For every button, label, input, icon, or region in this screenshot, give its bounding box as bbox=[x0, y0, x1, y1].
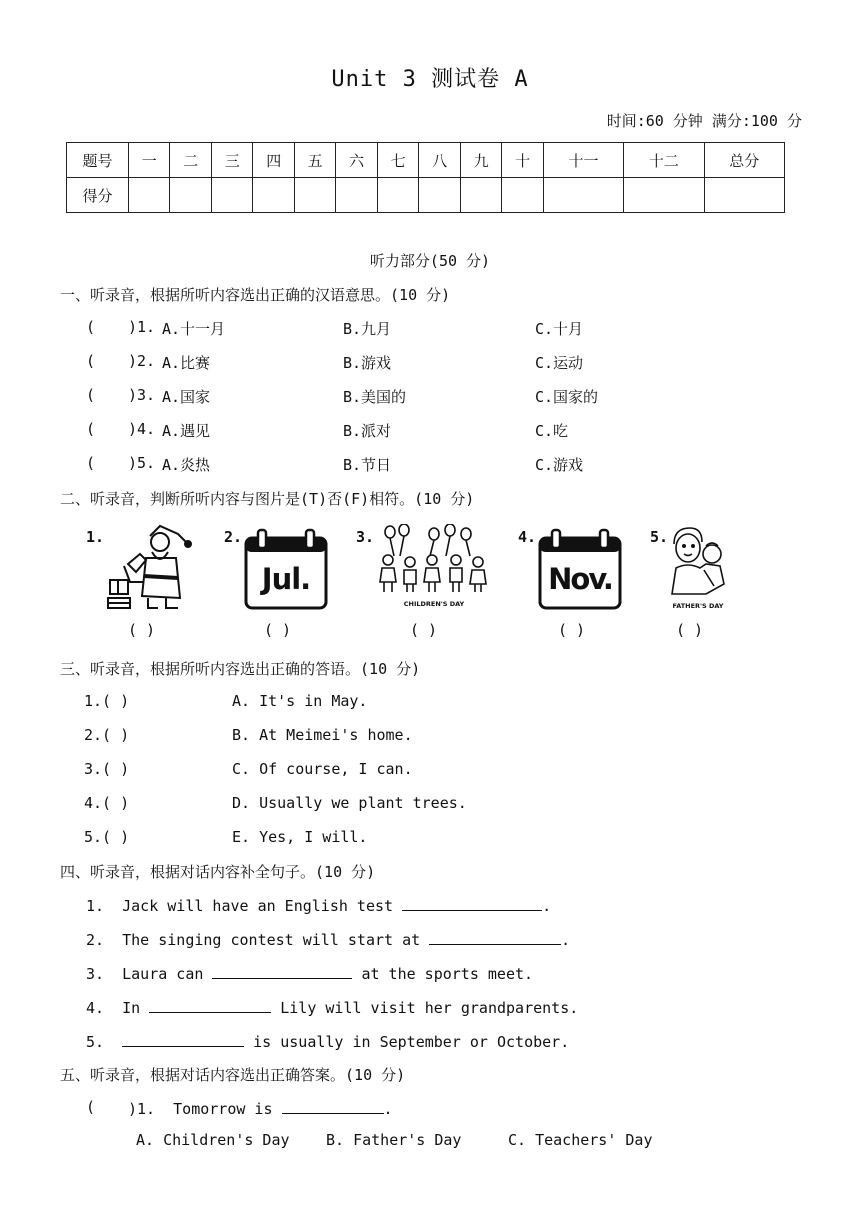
option-a: A.遇见 bbox=[162, 422, 211, 440]
score-header-cell: 五 bbox=[294, 143, 335, 178]
answer-paren[interactable]: ( ) bbox=[558, 621, 586, 639]
score-header-cell: 总分 bbox=[704, 143, 784, 178]
answer-option: E. Yes, I will. bbox=[232, 828, 368, 846]
option-b: B.派对 bbox=[343, 422, 392, 440]
answer-paren[interactable]: ( ) bbox=[410, 621, 438, 639]
sentence-text: is usually in September or October. bbox=[244, 1033, 570, 1051]
sentence-text: . bbox=[561, 931, 571, 949]
answer-option: D. Usually we plant trees. bbox=[232, 794, 467, 812]
score-header-cell: 题号 bbox=[67, 143, 129, 178]
section-2-heading: 二、听录音，判断所听内容与图片是(T)否(F)相符。(10 分) bbox=[60, 490, 475, 508]
question-number: )2. bbox=[128, 352, 156, 370]
listening-heading: 听力部分(50 分) bbox=[369, 252, 491, 270]
fill-sentence bbox=[86, 929, 570, 949]
section-5-heading: 五、听录音，根据对话内容选出正确答案。(10 分) bbox=[60, 1066, 406, 1084]
score-header-cell: 四 bbox=[253, 143, 294, 178]
santa-claus-icon bbox=[100, 524, 204, 614]
score-table-header-row bbox=[67, 143, 785, 178]
page-title: Unit 3 测试卷 A bbox=[331, 67, 529, 92]
answer-option: A. It's in May. bbox=[232, 692, 368, 710]
picture-number: 1. bbox=[86, 528, 105, 546]
score-header-cell: 六 bbox=[336, 143, 377, 178]
score-header-cell: 十 bbox=[502, 143, 543, 178]
answer-option: B. At Meimei's home. bbox=[232, 726, 413, 744]
score-table bbox=[66, 142, 785, 213]
answer-paren[interactable]: ( bbox=[86, 352, 96, 370]
option-c: C.十月 bbox=[535, 320, 584, 338]
answer-option: C. Of course, I can. bbox=[232, 760, 413, 778]
answer-paren[interactable]: ( bbox=[86, 386, 96, 404]
answer-paren[interactable]: ( bbox=[86, 318, 96, 336]
sentence-text: )1. Tomorrow is bbox=[128, 1100, 282, 1118]
answer-paren[interactable]: 5.( ) bbox=[84, 828, 130, 846]
score-cell[interactable] bbox=[377, 178, 418, 213]
calendar-month-label: Nov. bbox=[548, 562, 612, 596]
option-b: B. Father's Day bbox=[326, 1131, 462, 1149]
answer-paren[interactable]: ( ) bbox=[264, 621, 292, 639]
children-balloons-icon bbox=[374, 524, 494, 596]
sentence-text: . bbox=[542, 897, 552, 915]
option-c: C.游戏 bbox=[535, 456, 584, 474]
picture-caption: FATHER'S DAY bbox=[672, 602, 724, 610]
father-child-icon bbox=[666, 524, 730, 598]
answer-paren[interactable]: ( ) bbox=[676, 621, 704, 639]
score-header-cell: 八 bbox=[419, 143, 460, 178]
answer-blank[interactable] bbox=[402, 895, 542, 911]
sentence-text: Lily will visit her grandparents. bbox=[271, 999, 579, 1017]
question-number: )5. bbox=[128, 454, 156, 472]
answer-blank[interactable] bbox=[429, 929, 561, 945]
sentence-text: at the sports meet. bbox=[352, 965, 534, 983]
sentence-text: 4. In bbox=[86, 999, 150, 1017]
score-header-cell: 九 bbox=[460, 143, 501, 178]
score-header-cell: 十二 bbox=[624, 143, 704, 178]
score-cell[interactable] bbox=[704, 178, 784, 213]
score-cell[interactable] bbox=[170, 178, 211, 213]
picture-number: 2. bbox=[224, 528, 243, 546]
score-cell[interactable] bbox=[211, 178, 252, 213]
score-cell[interactable] bbox=[129, 178, 170, 213]
answer-blank[interactable] bbox=[122, 1031, 244, 1047]
answer-blank[interactable] bbox=[149, 997, 271, 1013]
option-c: C.运动 bbox=[535, 354, 584, 372]
question-number: )1. bbox=[128, 318, 156, 336]
score-cell[interactable] bbox=[460, 178, 501, 213]
option-b: B.游戏 bbox=[343, 354, 392, 372]
time-score-info: 时间:60 分钟 满分:100 分 bbox=[606, 112, 802, 130]
calendar-month-label: Jul. bbox=[261, 562, 311, 596]
score-cell[interactable] bbox=[543, 178, 623, 213]
section-1-heading: 一、听录音，根据所听内容选出正确的汉语意思。(10 分) bbox=[60, 286, 451, 304]
score-table-score-row bbox=[67, 178, 785, 213]
score-row-label: 得分 bbox=[67, 178, 129, 213]
section-4-heading: 四、听录音，根据对话内容补全句子。(10 分) bbox=[60, 863, 376, 881]
picture-caption: CHILDREN'S DAY bbox=[403, 600, 465, 608]
score-cell[interactable] bbox=[294, 178, 335, 213]
answer-blank[interactable] bbox=[212, 963, 352, 979]
score-cell[interactable] bbox=[419, 178, 460, 213]
sentence-text: 1. Jack will have an English test bbox=[86, 897, 403, 915]
question-number: )3. bbox=[128, 386, 156, 404]
question-number: )4. bbox=[128, 420, 156, 438]
answer-blank[interactable] bbox=[282, 1098, 384, 1114]
answer-paren[interactable]: ( bbox=[86, 454, 96, 472]
answer-paren[interactable]: 4.( ) bbox=[84, 794, 130, 812]
score-header-cell: 三 bbox=[211, 143, 252, 178]
answer-paren[interactable]: 3.( ) bbox=[84, 760, 130, 778]
answer-paren[interactable]: ( ) bbox=[128, 621, 156, 639]
answer-paren[interactable]: ( bbox=[86, 1098, 96, 1116]
score-cell[interactable] bbox=[502, 178, 543, 213]
option-c: C. Teachers' Day bbox=[508, 1131, 653, 1149]
section-3-heading: 三、听录音，根据所听内容选出正确的答语。(10 分) bbox=[60, 660, 421, 678]
score-header-cell: 七 bbox=[377, 143, 418, 178]
fill-sentence bbox=[86, 895, 551, 915]
sentence-text: 3. Laura can bbox=[86, 965, 213, 983]
score-header-cell: 一 bbox=[129, 143, 170, 178]
answer-paren[interactable]: 2.( ) bbox=[84, 726, 130, 744]
option-a: A.比赛 bbox=[162, 354, 211, 372]
option-c: C.吃 bbox=[535, 422, 569, 440]
fill-sentence bbox=[86, 1031, 569, 1051]
picture-number: 4. bbox=[518, 528, 537, 546]
option-a: A.十一月 bbox=[162, 320, 226, 338]
answer-paren[interactable]: ( bbox=[86, 420, 96, 438]
option-b: B.美国的 bbox=[343, 388, 407, 406]
sentence-text: . bbox=[383, 1100, 393, 1118]
score-cell[interactable] bbox=[624, 178, 704, 213]
score-cell[interactable] bbox=[253, 178, 294, 213]
question-stem bbox=[128, 1098, 393, 1118]
option-a: A. Children's Day bbox=[136, 1131, 290, 1149]
picture-number: 3. bbox=[356, 528, 375, 546]
score-cell[interactable] bbox=[336, 178, 377, 213]
option-b: B.节日 bbox=[343, 456, 392, 474]
fill-sentence bbox=[86, 997, 578, 1017]
option-b: B.九月 bbox=[343, 320, 392, 338]
score-header-cell: 二 bbox=[170, 143, 211, 178]
option-c: C.国家的 bbox=[535, 388, 599, 406]
picture-number: 5. bbox=[650, 528, 669, 546]
answer-paren[interactable]: 1.( ) bbox=[84, 692, 130, 710]
option-a: A.国家 bbox=[162, 388, 211, 406]
score-header-cell: 十一 bbox=[543, 143, 623, 178]
option-a: A.炎热 bbox=[162, 456, 211, 474]
sentence-text: 5. bbox=[86, 1033, 123, 1051]
fill-sentence bbox=[86, 963, 533, 983]
sentence-text: 2. The singing contest will start at bbox=[86, 931, 430, 949]
